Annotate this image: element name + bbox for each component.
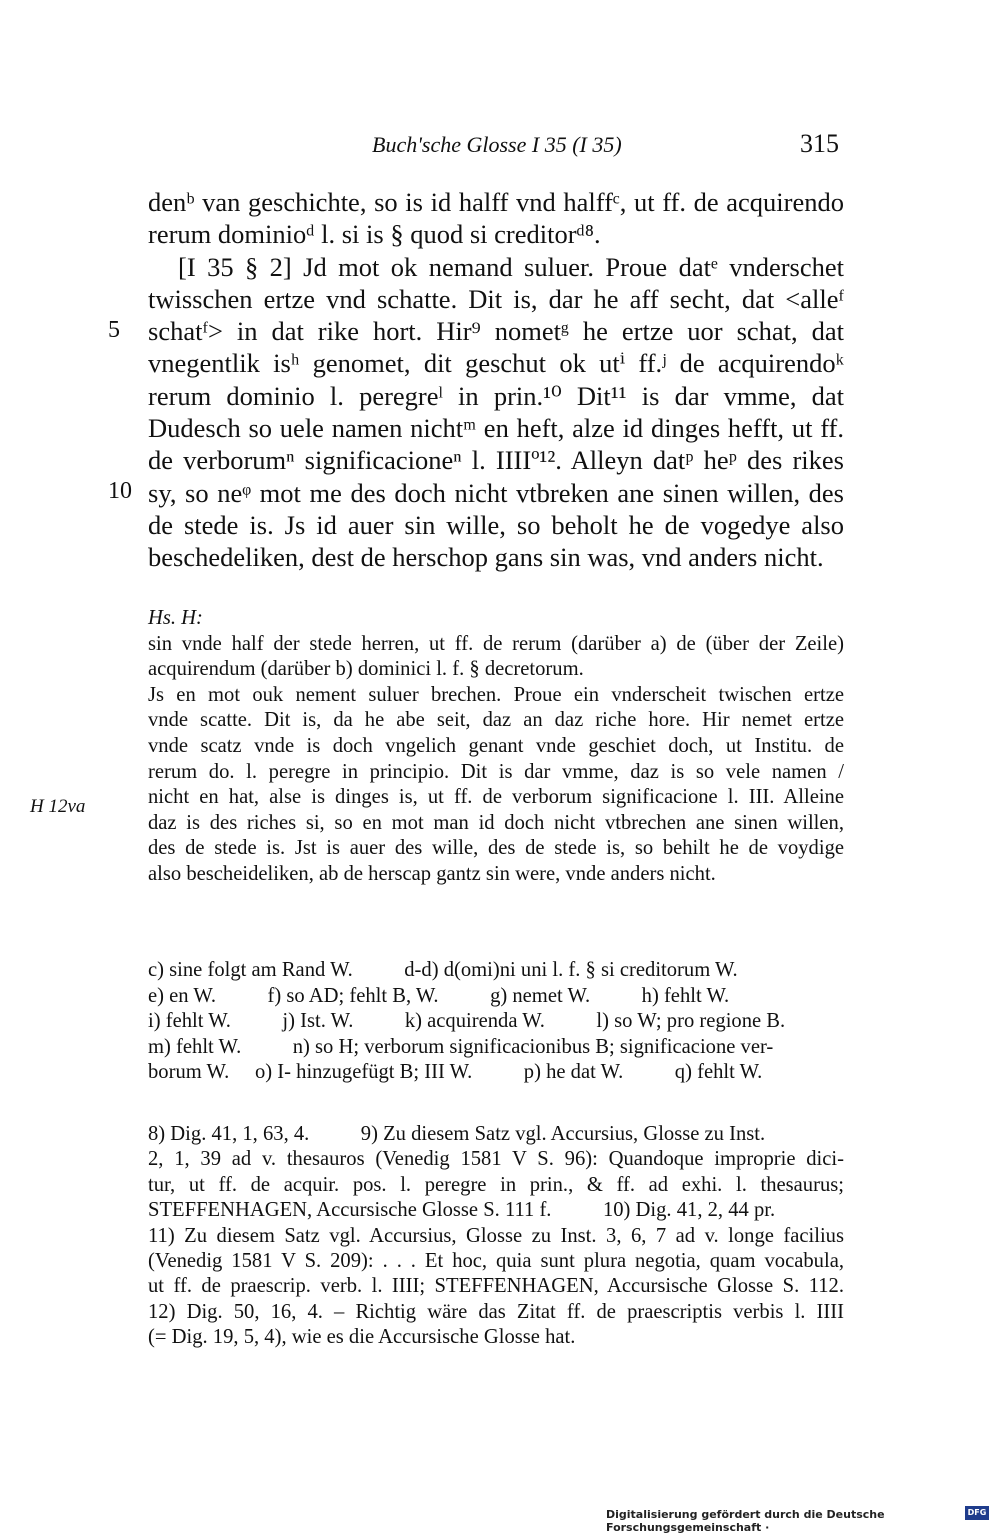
footnote-line-9: (= Dig. 19, 5, 4), wie es die Accursische Glosse hat. <box>148 1326 576 1349</box>
hs-label: Hs. H: <box>148 607 203 629</box>
manuscript-h-variant <box>148 606 844 888</box>
main-line-2: rerum dominioᵈ l. si is § quod si creditorᵈ⁸. <box>148 219 601 250</box>
main-line-7: rerum dominio l. peregreˡ in prin.¹⁰ Dit¹¹ is dar vmme, dat <box>148 380 844 411</box>
apparatus-line-1: c) sine folgt am Rand W. d-d) d(omi)ni uni l. f. § si creditorum W. <box>148 959 738 981</box>
apparatus-line-5: borum W. o) I- hinzugefügt B; III W. p) he dat W. q) fehlt W. <box>148 1061 763 1084</box>
hs-line-9: des de stede is. Jst is auer des wille, des de stede is, so behilt he de voydige <box>148 837 844 860</box>
main-line-10: sy, so neᵠ mot me des doch nicht vtbreken ane sinen willen, des <box>148 477 844 508</box>
line-number-10: 10 <box>108 478 132 504</box>
main-line-3: [I 35 § 2] Jd mot ok nemand suluer. Proue datᵉ vnderschet <box>178 251 844 282</box>
footnote-line-3: tur, ut ff. de acquir. pos. l. peregre in prin., & ff. ad exhi. l. thesaurus; <box>148 1173 844 1196</box>
main-line-8: Dudesch so uele namen nichtᵐ en heft, alze id dinges hefft, ut ff. <box>148 413 844 444</box>
main-line-12: beschedeliken, dest de herschop gans sin was, vnd anders nicht. <box>148 542 824 573</box>
footnote-line-8: 12) Dig. 50, 16, 4. – Richtig wäre das Zitat ff. de praescriptis verbis l. IIII <box>148 1300 844 1323</box>
running-title: Buch'sche Glosse I 35 (I 35) <box>372 132 622 157</box>
critical-apparatus <box>148 958 844 1086</box>
line-number-5: 5 <box>108 317 120 343</box>
main-line-5: schatᶠ> in dat rike hort. Hir⁹ nometᵍ he ertze uor schat, dat <box>148 316 844 347</box>
footnote-line-7: ut ff. de praescrip. verb. l. IIII; STEFFENHAGEN, Accursische Glosse S. 112. <box>148 1275 844 1298</box>
hs-line-5: vnde scatz vnde is doch vngelich genant vnde geschiet doch, ut Institu. de <box>148 734 844 757</box>
footnote-line-6: (Venedig 1581 V S. 209): . . . Et hoc, quia sunt plura negotia, quam vocabula, <box>148 1250 844 1273</box>
margin-folio-ref: H 12va <box>30 796 86 817</box>
funding-credit: Digitalisierung gefördert durch die Deutsche Forschungsgemeinschaft · <box>606 1508 885 1534</box>
hs-line-3: Js en mot ouk nement suluer brechen. Proue ein vnderscheit twischen ertze <box>148 683 844 706</box>
hs-line-10: also bescheideliken, ab de herscap gantz sin were, vnde anders nicht. <box>148 862 716 885</box>
main-line-4: twisschen ertze vnd schatte. Dit is, dar he aff secht, dat <alleᶠ <box>148 283 844 314</box>
dfg-logo: DFG <box>965 1506 989 1520</box>
apparatus-line-3: i) fehlt W. j) Ist. W. k) acquirenda W. l) so W; pro regione B. <box>148 1010 786 1033</box>
main-line-6: vnegentlik isʰ genomet, dit geschut ok utⁱ ff.ʲ de acquirendoᵏ <box>148 348 844 379</box>
hs-line-8: daz is des riches si, so en mot man id doch nicht vtbrechen ane sinen willen, <box>148 811 844 834</box>
footnote-line-1: 8) Dig. 41, 1, 63, 4. 9) Zu diesem Satz vgl. Accursius, Glosse zu Inst. <box>148 1123 766 1145</box>
hs-line-6: rerum do. l. peregre in principio. Dit is dar vmme, daz is so vele namen / <box>148 760 844 783</box>
page-number: 315 <box>800 129 839 158</box>
hs-line-2: acquirendum (darüber b) dominici l. f. § decretorum. <box>148 658 584 681</box>
main-text <box>148 186 844 574</box>
footnotes <box>148 1122 844 1351</box>
apparatus-line-2: e) en W. f) so AD; fehlt B, W. g) nemet W. h) fehlt W. <box>148 984 730 1007</box>
footnote-line-5: 11) Zu diesem Satz vgl. Accursius, Glosse zu Inst. 3, 6, 7 ad v. longe facilius <box>148 1224 844 1247</box>
main-line-11: de stede is. Js id auer sin wille, so beholt he de vogedye also <box>148 509 844 540</box>
hs-line-7: nicht en hat, alse is dinges is, ut ff. de verborum significacione l. III. Alleine <box>148 786 844 809</box>
hs-line-1: sin vnde half der stede herren, ut ff. de rerum (darüber a) de (über der Zeile) <box>148 632 844 655</box>
apparatus-line-4: m) fehlt W. n) so H; verborum significacionibus B; significacione ver- <box>148 1035 774 1058</box>
footnote-line-4: STEFFENHAGEN, Accursische Glosse S. 111 f. 10) Dig. 41, 2, 44 pr. <box>148 1199 776 1222</box>
hs-line-4: vnde scatte. Dit is, da he abe seit, daz an daz riche hore. Hir nemet ertze <box>148 709 844 732</box>
footnote-line-2: 2, 1, 39 ad v. thesauros (Venedig 1581 V S. 96): Quandoque improprie dici- <box>148 1148 844 1171</box>
main-line-9: de verborumⁿ significacioneⁿ l. IIIIº¹². Alleyn datᵖ heᵖ des rikes <box>148 445 844 476</box>
main-line-1: denᵇ van geschichte, so is id halff vnd halffᶜ, ut ff. de acquirendo <box>148 187 844 217</box>
